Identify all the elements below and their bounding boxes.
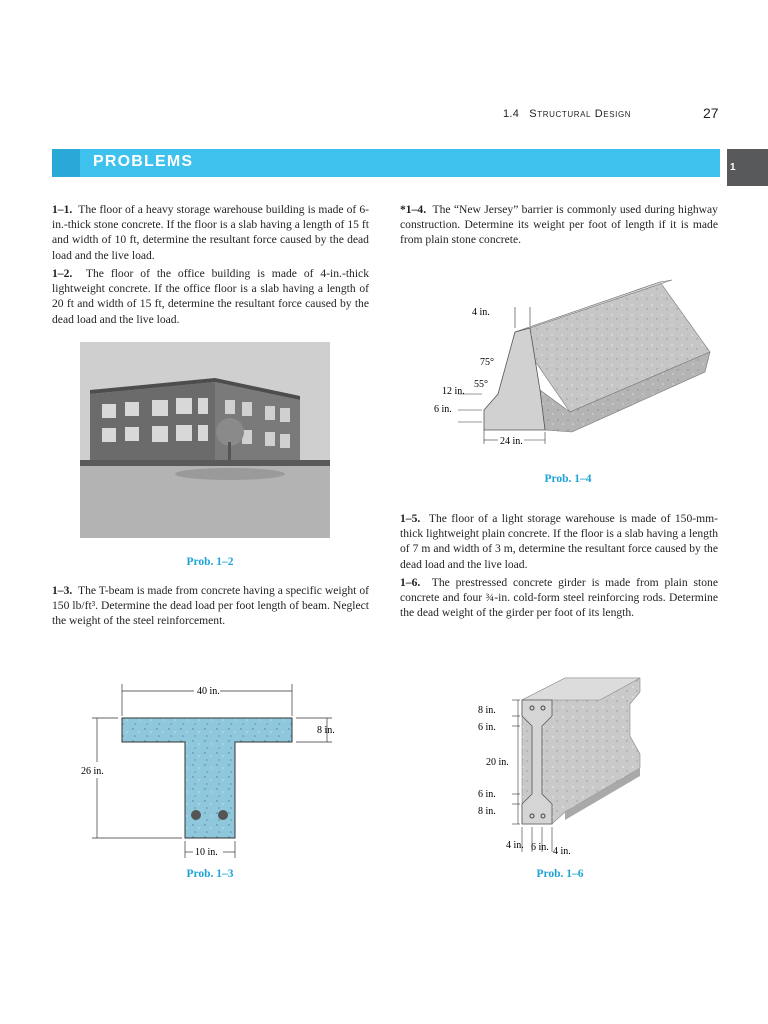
problem-number: 1–2. (52, 267, 73, 280)
problem-line: The floor of the office building is made of 4-in.-thick (85, 267, 369, 280)
problem-line: resultant force caused by the dead load and the live load. (52, 233, 369, 262)
problem-1-4 (400, 202, 718, 248)
caption-prob-1-4: Prob. 1–4 (544, 473, 592, 485)
chapter-number: 1 (730, 162, 736, 173)
problem-line: 150-mm-thick lightweight plain concrete. If the floor is a (400, 512, 718, 541)
problem-number: 1–1. (52, 203, 73, 216)
problem-1-5 (400, 511, 718, 572)
caption-prob-1-2: Prob. 1–2 (186, 556, 234, 568)
caption-prob-1-6: Prob. 1–6 (536, 868, 584, 880)
problem-line: The floor of a heavy storage warehouse building is (78, 203, 316, 216)
banner-title: PROBLEMS (93, 153, 194, 170)
problem-line: length of 20 ft and width of 15 ft, determine the resultant (52, 282, 369, 311)
problem-1-3 (52, 583, 369, 629)
dim-width-top: 40 in. (197, 686, 220, 697)
dim-bottom-flange: 8 in. (478, 806, 496, 817)
dim-top-width: 4 in. (472, 307, 490, 318)
problem-line: length. (602, 606, 635, 620)
dim-web-height: 20 in. (486, 757, 509, 768)
section-title: Structural Design (529, 108, 632, 120)
problem-line: lightweight concrete. If the office floor is a slab having a (52, 282, 324, 296)
problem-1-6 (400, 575, 718, 621)
dim-base-height: 6 in. (434, 404, 452, 415)
problem-number: 1–6. (400, 576, 421, 589)
problem-line: slab having a length of 7 m and width of 3 m, determine the (400, 527, 718, 556)
barrier-figure (420, 262, 720, 462)
chapter-tab (727, 149, 768, 186)
dim-top-taper: 6 in. (478, 722, 496, 733)
banner-accent (52, 149, 80, 177)
problem-line: stone concrete and four ¾-in. cold-form steel reinforcing (400, 576, 718, 605)
dim-web: 10 in. (195, 847, 218, 858)
dim-flange: 8 in. (317, 725, 335, 736)
problem-line: length if it is made from plain stone concrete. (400, 218, 718, 247)
t-beam-section (122, 718, 292, 838)
dim-base-width: 24 in. (500, 436, 523, 447)
dim-bottom-taper: 6 in. (478, 789, 496, 800)
problem-line: having a length of 15 ft and width of 10 ft, determine the (52, 218, 369, 247)
problem-line: force caused by the dead load and the live load. (52, 297, 369, 326)
problem-line: The prestressed concrete girder is made from plain (431, 576, 688, 589)
section-number: 1.4 (503, 108, 520, 120)
dim-bottom-right: 4 in. (553, 846, 571, 857)
problem-line: made of 6-in.-thick stone concrete. If the floor is a slab (52, 203, 369, 232)
dim-depth: 26 in. (81, 766, 104, 777)
dim-top-flange: 8 in. (478, 705, 496, 716)
t-beam-figure (70, 678, 370, 863)
problem-line: The “New Jersey” barrier is commonly used during (432, 203, 675, 216)
dim-angle-upper: 75° (480, 357, 494, 368)
dim-angle-lower: 55° (474, 379, 488, 390)
rebar (218, 810, 228, 820)
problem-number: 1–3. (52, 584, 73, 597)
dim-bottom-left: 4 in. (506, 840, 524, 851)
problem-number: 1–5. (400, 512, 421, 525)
problem-line: The T-beam is made from concrete having a specific (78, 584, 322, 597)
problem-number: *1–4. (400, 203, 427, 216)
running-header (503, 108, 631, 120)
caption-prob-1-3: Prob. 1–3 (186, 868, 234, 880)
rebar (191, 810, 201, 820)
problem-line: of beam. Neglect the weight of the steel reinforcement. (52, 599, 370, 628)
problem-line: highway construction. Determine its weight per foot of (400, 203, 718, 232)
problem-line: weight of 150 lb/ft³. Determine the dead load per foot length (52, 584, 369, 613)
problem-1-2 (52, 266, 369, 327)
dim-mid-height: 12 in. (442, 386, 465, 397)
building-photo (80, 342, 330, 538)
girder-figure (470, 664, 650, 864)
problem-line: resultant force caused by the dead load and the live load. (400, 542, 718, 571)
problem-line: The floor of a light storage warehouse is made of (428, 512, 671, 525)
dim-bottom-mid: 6 in. (531, 842, 549, 853)
page-number: 27 (703, 105, 719, 121)
problem-1-1 (52, 202, 369, 263)
problem-line: rods. Determine the dead weight of the girder per foot of its (400, 591, 718, 620)
